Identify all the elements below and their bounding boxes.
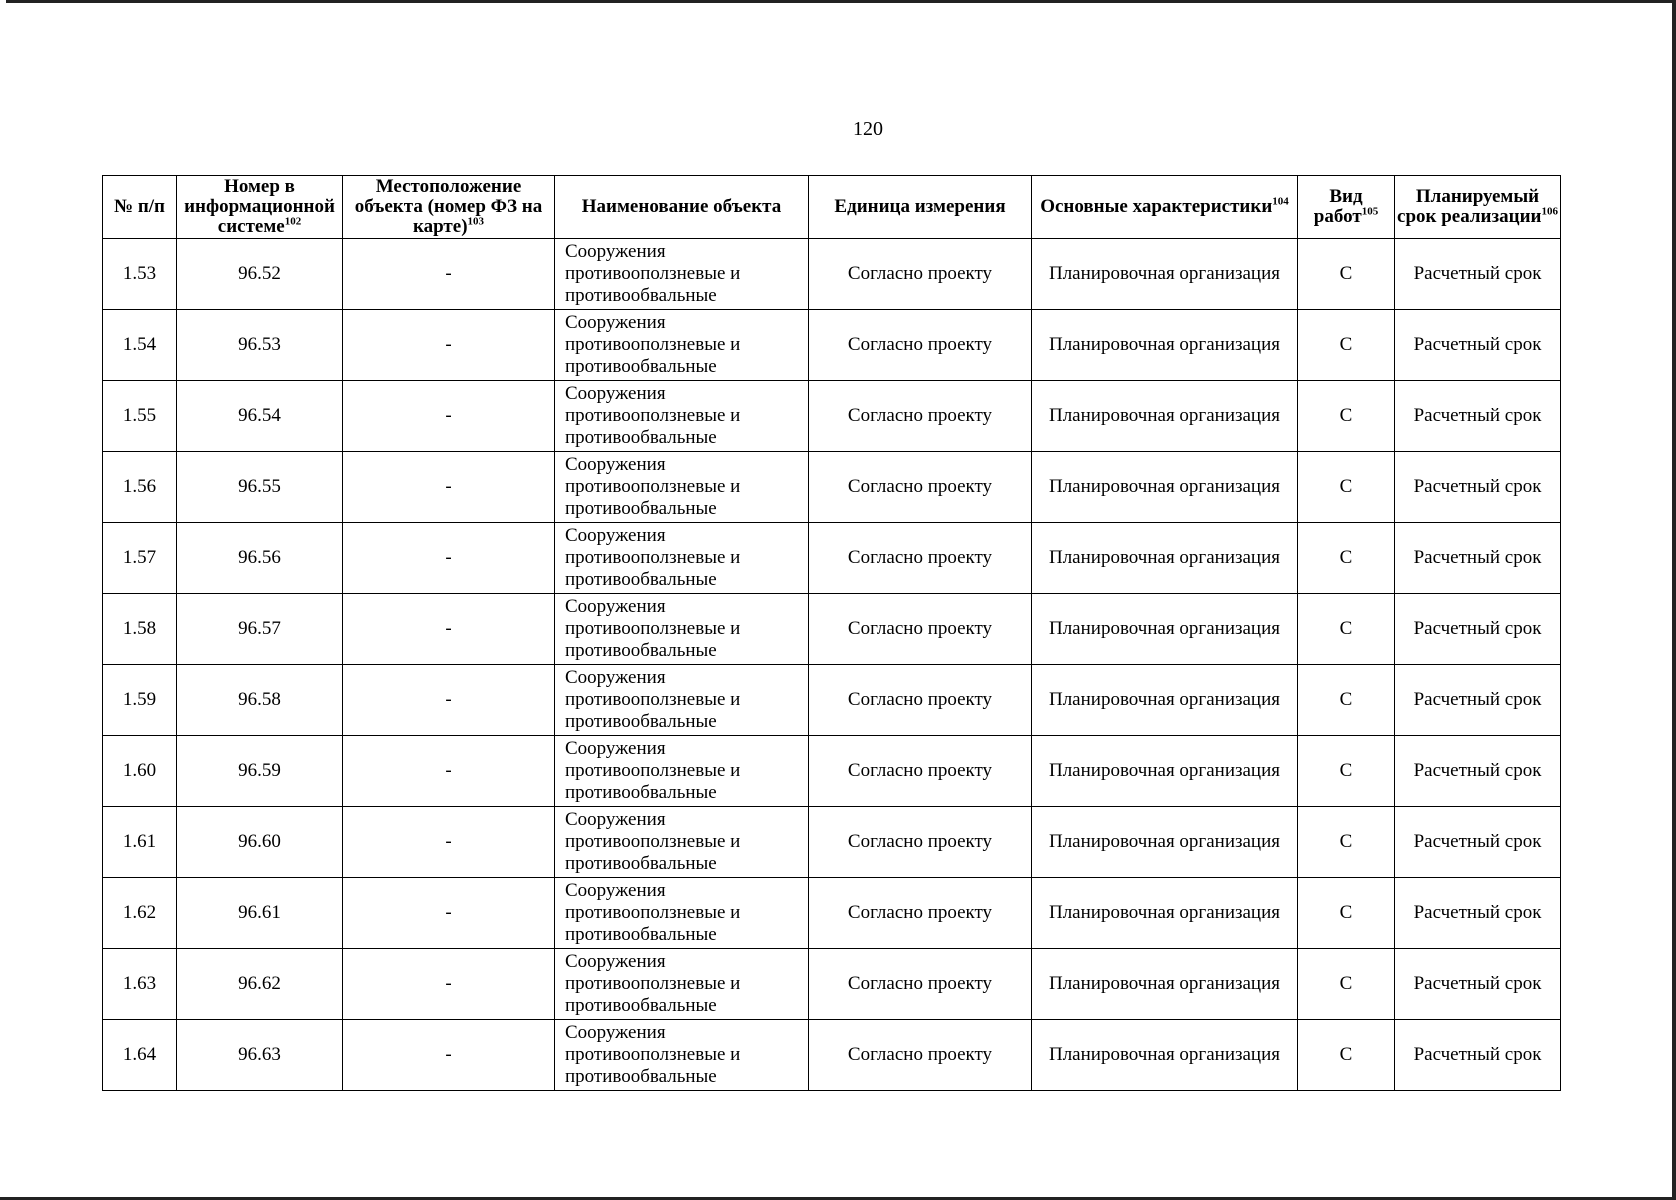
cell-characteristics: Планировочная организация bbox=[1032, 665, 1298, 736]
footnote-ref-105: 105 bbox=[1361, 205, 1379, 218]
cell-name: Сооружения противооползневые и противообвальные bbox=[555, 949, 809, 1020]
cell-unit: Согласно проекту bbox=[809, 452, 1032, 523]
table-row bbox=[103, 452, 1561, 523]
cell-work-type: С bbox=[1298, 381, 1395, 452]
footnote-ref-104: 104 bbox=[1272, 195, 1289, 208]
cell-num: 1.57 bbox=[103, 523, 177, 594]
cell-location: - bbox=[343, 452, 555, 523]
cell-work-type: С bbox=[1298, 1020, 1395, 1091]
cell-term: Расчетный срок bbox=[1395, 594, 1561, 665]
cell-name: Сооружения противооползневые и противообвальные bbox=[555, 878, 809, 949]
cell-term: Расчетный срок bbox=[1395, 381, 1561, 452]
cell-work-type: С bbox=[1298, 523, 1395, 594]
cell-work-type: С bbox=[1298, 807, 1395, 878]
header-work-type bbox=[1298, 176, 1395, 239]
cell-term: Расчетный срок bbox=[1395, 949, 1561, 1020]
cell-location: - bbox=[343, 949, 555, 1020]
table-row bbox=[103, 949, 1561, 1020]
cell-system-number: 96.57 bbox=[177, 594, 343, 665]
cell-system-number: 96.63 bbox=[177, 1020, 343, 1091]
cell-characteristics: Планировочная организация bbox=[1032, 310, 1298, 381]
table-row bbox=[103, 594, 1561, 665]
cell-system-number: 96.59 bbox=[177, 736, 343, 807]
cell-system-number: 96.62 bbox=[177, 949, 343, 1020]
cell-unit: Согласно проекту bbox=[809, 807, 1032, 878]
table-header-row bbox=[103, 176, 1561, 239]
cell-num: 1.59 bbox=[103, 665, 177, 736]
cell-system-number: 96.52 bbox=[177, 239, 343, 310]
header-location-label: Местоположение объекта (номер ФЗ на карте) bbox=[354, 176, 543, 237]
cell-num: 1.54 bbox=[103, 310, 177, 381]
cell-characteristics: Планировочная организация bbox=[1032, 1020, 1298, 1091]
cell-location: - bbox=[343, 523, 555, 594]
cell-term: Расчетный срок bbox=[1395, 665, 1561, 736]
cell-characteristics: Планировочная организация bbox=[1032, 239, 1298, 310]
cell-num: 1.64 bbox=[103, 1020, 177, 1091]
cell-characteristics: Планировочная организация bbox=[1032, 949, 1298, 1020]
cell-work-type: С bbox=[1298, 949, 1395, 1020]
cell-unit: Согласно проекту bbox=[809, 381, 1032, 452]
cell-name: Сооружения противооползневые и противообвальные bbox=[555, 381, 809, 452]
cell-system-number: 96.61 bbox=[177, 878, 343, 949]
footnote-ref-106: 106 bbox=[1541, 205, 1558, 218]
cell-term: Расчетный срок bbox=[1395, 452, 1561, 523]
cell-system-number: 96.55 bbox=[177, 452, 343, 523]
cell-term: Расчетный срок bbox=[1395, 807, 1561, 878]
footnote-ref-102: 102 bbox=[284, 215, 302, 228]
cell-system-number: 96.53 bbox=[177, 310, 343, 381]
cell-name: Сооружения противооползневые и противообвальные bbox=[555, 807, 809, 878]
cell-num: 1.61 bbox=[103, 807, 177, 878]
cell-location: - bbox=[343, 665, 555, 736]
table-row bbox=[103, 523, 1561, 594]
cell-name: Сооружения противооползневые и противообвальные bbox=[555, 594, 809, 665]
cell-unit: Согласно проекту bbox=[809, 594, 1032, 665]
footnote-ref-103: 103 bbox=[467, 215, 485, 228]
cell-name: Сооружения противооползневые и противообвальные bbox=[555, 452, 809, 523]
table-row bbox=[103, 239, 1561, 310]
header-name: Наименование объекта bbox=[555, 176, 809, 239]
cell-characteristics: Планировочная организация bbox=[1032, 523, 1298, 594]
header-work-type-label: Вид работ bbox=[1313, 186, 1363, 227]
table-row bbox=[103, 310, 1561, 381]
cell-num: 1.53 bbox=[103, 239, 177, 310]
cell-term: Расчетный срок bbox=[1395, 736, 1561, 807]
cell-work-type: С bbox=[1298, 878, 1395, 949]
cell-characteristics: Планировочная организация bbox=[1032, 594, 1298, 665]
header-system-number bbox=[177, 176, 343, 239]
cell-name: Сооружения противооползневые и противообвальные bbox=[555, 1020, 809, 1091]
cell-unit: Согласно проекту bbox=[809, 736, 1032, 807]
cell-term: Расчетный срок bbox=[1395, 523, 1561, 594]
cell-work-type: С bbox=[1298, 310, 1395, 381]
header-unit: Единица измерения bbox=[809, 176, 1032, 239]
header-system-number-label: Номер в информационной системе bbox=[184, 176, 335, 237]
cell-name: Сооружения противооползневые и противообвальные bbox=[555, 523, 809, 594]
table-row bbox=[103, 1020, 1561, 1091]
cell-characteristics: Планировочная организация bbox=[1032, 878, 1298, 949]
cell-location: - bbox=[343, 594, 555, 665]
cell-work-type: С bbox=[1298, 239, 1395, 310]
cell-term: Расчетный срок bbox=[1395, 1020, 1561, 1091]
cell-num: 1.56 bbox=[103, 452, 177, 523]
cell-location: - bbox=[343, 807, 555, 878]
cell-system-number: 96.54 bbox=[177, 381, 343, 452]
objects-table bbox=[102, 175, 1561, 1091]
table-row bbox=[103, 878, 1561, 949]
cell-num: 1.55 bbox=[103, 381, 177, 452]
cell-term: Расчетный срок bbox=[1395, 239, 1561, 310]
cell-unit: Согласно проекту bbox=[809, 310, 1032, 381]
cell-work-type: С bbox=[1298, 452, 1395, 523]
table-row bbox=[103, 665, 1561, 736]
cell-characteristics: Планировочная организация bbox=[1032, 381, 1298, 452]
page-number: 120 bbox=[853, 118, 883, 140]
cell-work-type: С bbox=[1298, 665, 1395, 736]
cell-unit: Согласно проекту bbox=[809, 665, 1032, 736]
table-body bbox=[103, 239, 1561, 1091]
cell-num: 1.60 bbox=[103, 736, 177, 807]
cell-num: 1.62 bbox=[103, 878, 177, 949]
cell-num: 1.58 bbox=[103, 594, 177, 665]
page-border-right bbox=[1672, 0, 1676, 1200]
header-characteristics-label: Основные характеристики bbox=[1040, 196, 1273, 217]
cell-system-number: 96.60 bbox=[177, 807, 343, 878]
cell-location: - bbox=[343, 310, 555, 381]
cell-location: - bbox=[343, 878, 555, 949]
cell-unit: Согласно проекту bbox=[809, 239, 1032, 310]
cell-name: Сооружения противооползневые и противообвальные bbox=[555, 239, 809, 310]
cell-system-number: 96.58 bbox=[177, 665, 343, 736]
header-characteristics bbox=[1032, 176, 1298, 239]
cell-work-type: С bbox=[1298, 736, 1395, 807]
cell-location: - bbox=[343, 381, 555, 452]
table-row bbox=[103, 736, 1561, 807]
cell-name: Сооружения противооползневые и противообвальные bbox=[555, 736, 809, 807]
cell-system-number: 96.56 bbox=[177, 523, 343, 594]
cell-location: - bbox=[343, 736, 555, 807]
cell-unit: Согласно проекту bbox=[809, 1020, 1032, 1091]
cell-location: - bbox=[343, 1020, 555, 1091]
page-border-top bbox=[6, 0, 1676, 3]
cell-term: Расчетный срок bbox=[1395, 878, 1561, 949]
cell-work-type: С bbox=[1298, 594, 1395, 665]
cell-characteristics: Планировочная организация bbox=[1032, 452, 1298, 523]
cell-unit: Согласно проекту bbox=[809, 878, 1032, 949]
table-row bbox=[103, 381, 1561, 452]
header-location bbox=[343, 176, 555, 239]
header-term-label: Планируемый срок реализации bbox=[1397, 186, 1542, 227]
cell-characteristics: Планировочная организация bbox=[1032, 807, 1298, 878]
header-term bbox=[1395, 176, 1561, 239]
cell-num: 1.63 bbox=[103, 949, 177, 1020]
table-row bbox=[103, 807, 1561, 878]
cell-name: Сооружения противооползневые и противообвальные bbox=[555, 665, 809, 736]
cell-name: Сооружения противооползневые и противообвальные bbox=[555, 310, 809, 381]
cell-unit: Согласно проекту bbox=[809, 523, 1032, 594]
cell-unit: Согласно проекту bbox=[809, 949, 1032, 1020]
cell-term: Расчетный срок bbox=[1395, 310, 1561, 381]
header-num: № п/п bbox=[103, 176, 177, 239]
cell-characteristics: Планировочная организация bbox=[1032, 736, 1298, 807]
cell-location: - bbox=[343, 239, 555, 310]
